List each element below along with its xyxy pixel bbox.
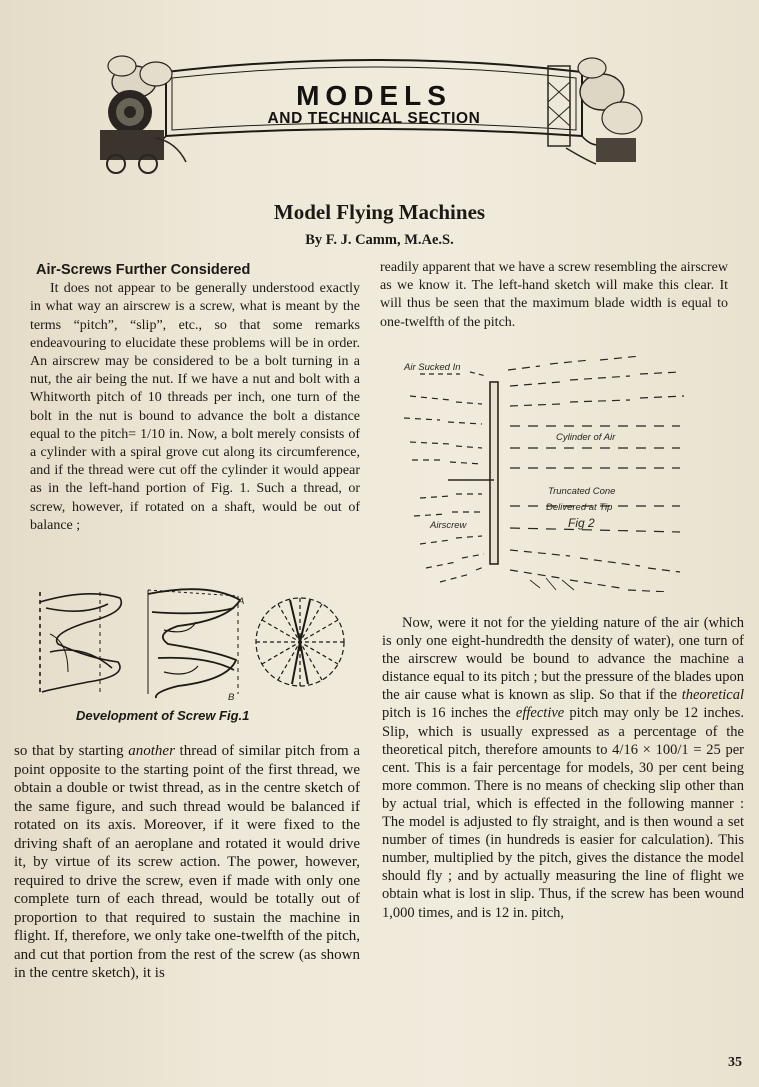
screw-development-drawing <box>28 582 354 707</box>
label-air-sucked-in: Air Sucked In <box>404 362 461 373</box>
label-truncated-cone: Truncated Cone <box>548 486 616 497</box>
paragraph <box>382 614 744 922</box>
text-run: so that by starting <box>14 743 129 759</box>
paragraph <box>14 742 360 983</box>
banner-subtitle: AND TECHNICAL SECTION <box>267 110 481 127</box>
section-banner <box>96 52 652 174</box>
paragraph: It does not appear to be generally understood exactly in what way an airscrew is a screw, what is meant by the terms “pitch”, “slip”, etc., so that some remarks endeavouring to elucidate these problems will be in order. An airscrew may be considered to be a bolt turning in a nut, the air being the nut. If we have a nut and bolt with a Whitworth pitch of 10 threads per inch, one turn of the bolt in the nut is bound to advance the bolt a distance equal to the pitch= 1/10 in. Now, a bolt merely consists of a cylinder with a spiral grove cut along its circumference, and if the thread were cut off the cylinder it would appear as in the left-hand portion of Fig. 1. Such a thread, or screw, however, if rotated on a shaft, would be out of balance ; <box>30 281 360 533</box>
figure-1-caption: Development of Screw Fig.1 <box>76 708 250 723</box>
banner-title: MODELS <box>296 80 452 111</box>
figure-1-label-b: B <box>228 692 235 703</box>
label-cylinder-of-air: Cylinder of Air <box>556 432 616 443</box>
article-byline: By F. J. Camm, M.Ae.S. <box>305 232 454 248</box>
emphasis: theoretical <box>681 687 744 704</box>
text-run: pitch is 16 inches the <box>382 705 516 722</box>
emphasis: another <box>128 743 175 759</box>
label-airscrew: Airscrew <box>430 520 467 531</box>
figure-1 <box>28 582 354 732</box>
left-column-bottom <box>14 742 360 983</box>
right-column-bottom <box>382 614 744 922</box>
airflow-drawing <box>390 356 690 592</box>
emphasis: effective <box>515 705 565 722</box>
text-run: Now, were it not for the yielding nature of the air (which is only one eight-hundredth the density of water), one turn of the airscrew would be bound to advance the machine a distance equal to its pitch ; but the pressure of the blades upon the air cause what is known as slip. So that if the <box>382 615 744 704</box>
text-run: thread of similar pitch from a point opposite to the starting point of the first thread, we obtain a double or twist thread, as in the centre sketch of the same figure, and such thread would be balanced if rotated on its axis. Moreover, if it were fixed to the driving shaft of an aeroplane and rotated it would drive it, by virtue of its screw action. The power, however, required to drive the screw, even if made with only one complete turn of each thread, would be totally out of proportion to that required to sustain the machine in flight. If, therefore, we only take one-twelfth of the pitch, and cut that portion from the rest of the screw (as shown in the centre sketch), it is <box>14 743 360 981</box>
figure-2 <box>390 356 690 592</box>
section-heading: Air-Screws Further Considered <box>36 262 251 278</box>
figure-1-label-a: A <box>238 596 245 607</box>
page-number: 35 <box>728 1055 742 1070</box>
figure-2-label: Fig 2 <box>568 516 595 530</box>
right-column-top <box>380 259 728 332</box>
paragraph: readily apparent that we have a screw resembling the airscrew as we know it. The left-hand sketch will make this clear. It will thus be seen that the maximum blade width is equal to one-twelfth of the pitch. <box>380 260 728 330</box>
article-title: Model Flying Machines <box>273 200 486 224</box>
label-delivered-at-tip: Delivered at Tip <box>546 502 613 513</box>
left-column-top <box>30 261 360 535</box>
text-run: pitch may only be 12 inches. Slip, which is usually expressed as a percentage of the theoretical pitch, therefore amounts to 4/16 × 100/1 = 25 per cent. This is a fair percentage for models, 30 per cent being more common. There is no means of checking slip other than by actual trial, which is effected in the following manner : The model is adjusted to fly straight, and is then wound a set number of times (in hundreds is easier for calculation). This number, multiplied by the pitch, gives the distance the model should fly ; and by actually measuring the line of flight we obtain what is lost in slip. Thus, if the screw has been wound 1,000 times, and is 12 in. pitch, <box>382 705 745 921</box>
